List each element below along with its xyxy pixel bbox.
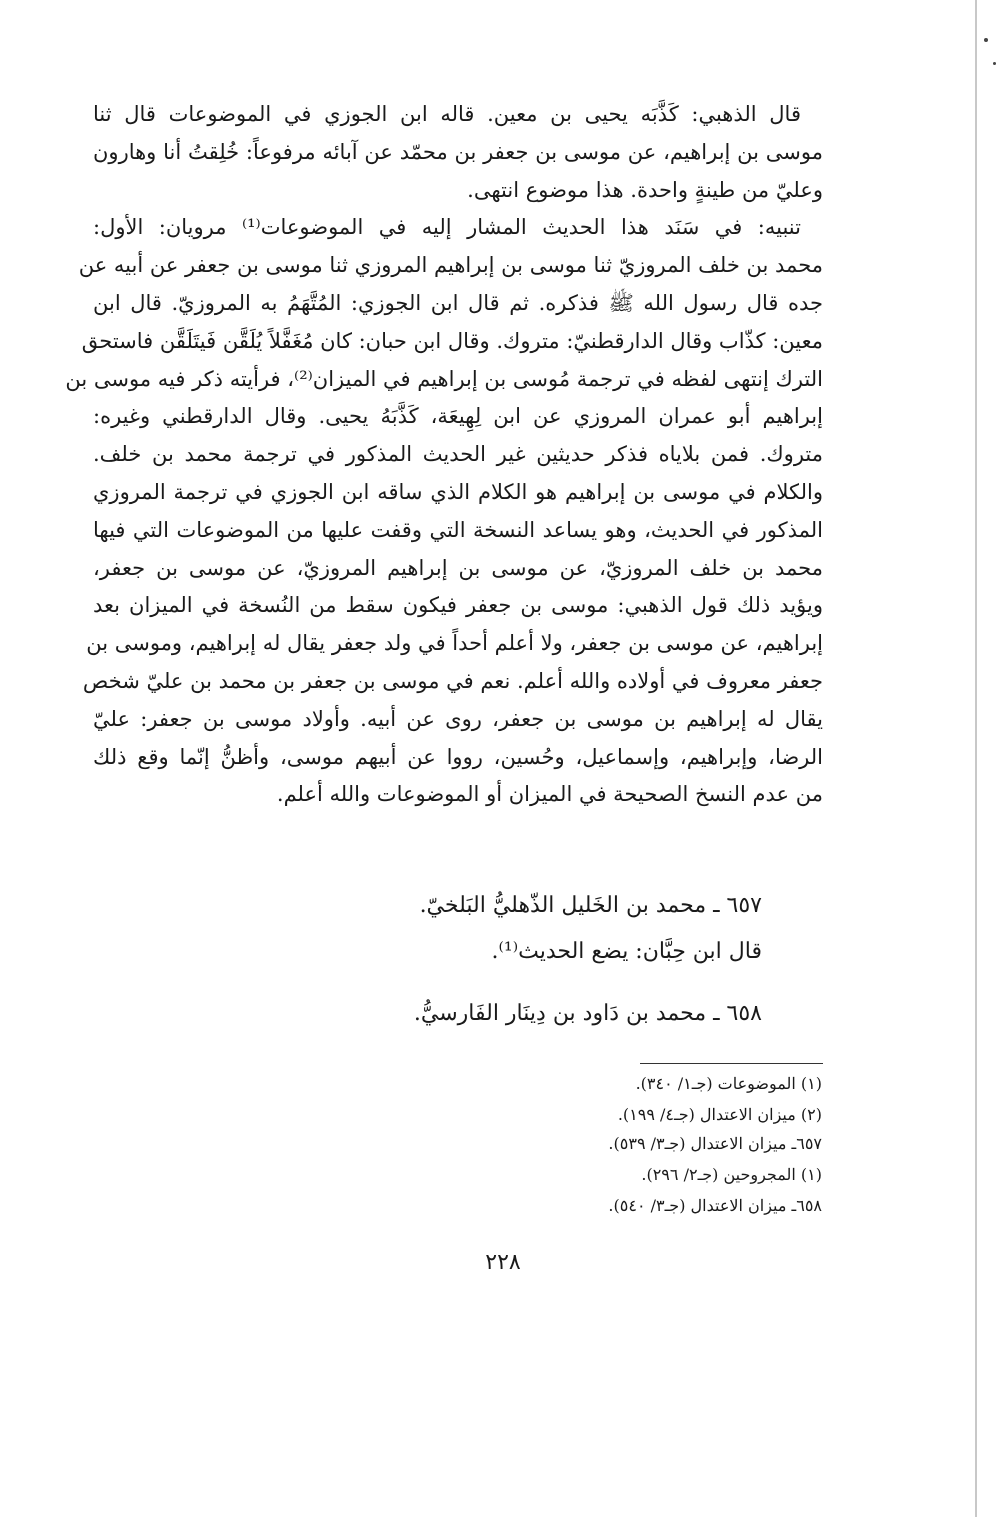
text-line: الرضا، وإبراهيم، وإسماعيل، وحُسين، رووا عن أبيهم موسى، وأظنُّ إنّما وقع ذلك (93, 744, 823, 769)
footnote-separator (640, 1063, 823, 1064)
text-line: وعليّ من طينةٍ واحدة. هذا موضوع انتهى. (467, 177, 823, 202)
entry-657-heading: ٦٥٧ ـ محمد بن الخَليل الذّهليُّ البَلخيّ. (419, 893, 762, 918)
scan-speck (984, 38, 988, 42)
main-text (65, 96, 823, 814)
scan-speck (993, 62, 996, 65)
text-line: إبراهيم، عن موسى بن جعفر، ولا أعلم أحداً في ولد جعفر يقال له إبراهيم، وموسى بن (86, 631, 823, 656)
entry-658-heading: ٦٥٨ ـ محمد بن دَاود بن دِينَار الفَارسيُّ. (413, 1001, 762, 1026)
footnote: (١) الموضوعات (جـ١/ ٣٤٠). (635, 1074, 822, 1093)
text-line: من عدم النسخ الصحيحة في الميزان أو الموضوعات والله أعلم. (276, 782, 823, 807)
text-line: والكلام في موسى بن إبراهيم هو الكلام الذي ساقه ابن الجوزي في ترجمة المروزي (93, 479, 823, 504)
text-line: إبراهيم أبو عمران المروزي عن ابن لِهِيعَة، كَذَّبَهُ يحيى. وقال الدارقطني وغيره: (93, 404, 823, 429)
entry-657-text: قال ابن حِبَّان: يضع الحديث⁽¹⁾. (491, 939, 762, 964)
footnote: (٢) ميزان الاعتدال (جـ٤/ ١٩٩). (617, 1105, 822, 1124)
text-line: المذكور في الحديث، وهو يساعد النسخة التي وقفت عليها من الموضوعات التي فيها (93, 517, 823, 542)
footnote: (١) المجروحين (جـ٢/ ٢٩٦). (641, 1165, 822, 1184)
text-line: محمد بن خلف المروزيّ، عن موسى بن إبراهيم المروزيّ، عن موسى بن جعفر، (93, 555, 823, 580)
text-line: جعفر معروف في أولاده والله أعلم. نعم في موسى بن جعفر بن محمد بن عليّ شخص (82, 668, 823, 693)
text-line: معين: كذّاب وقال الدارقطنيّ: متروك. وقال ابن حبان: كان مُغَفَّلاً يُلَقَّن فَيتَلَقَّن فاستحق (81, 328, 823, 353)
text-line: جده قال رسول الله ﷺ فذكره. ثم قال ابن الجوزي: المُتَّهَمُ به المروزيّ. قال ابن (93, 290, 823, 315)
footnote: ٦٥٧ـ ميزان الاعتدال (جـ٣/ ٥٣٩). (608, 1134, 822, 1153)
text-line: قال الذهبي: كَذَّبَه يحيى بن معين. قاله ابن الجوزي في الموضوعات قال ثنا (93, 102, 801, 126)
text-line: ويؤيد ذلك قول الذهبي: موسى بن جعفر فيكون سقط من النُسخة في الميزان بعد (93, 593, 823, 618)
footnote: ٦٥٨ـ ميزان الاعتدال (جـ٣/ ٥٤٠). (608, 1196, 822, 1215)
text-line: تنبيه: في سَنَد هذا الحديث المشار إليه في الموضوعات⁽¹⁾ مرويان: الأول: (93, 215, 801, 240)
page-number: ٢٢٨ (485, 1250, 521, 1275)
text-line: الترك إنتهى لفظه في ترجمة مُوسى بن إبراهيم في الميزان⁽²⁾، فرأيته ذكر فيه موسى بن (65, 366, 823, 391)
page-edge (975, 0, 977, 1517)
text-line: متروك. فمن بلاياه فذكر حديثين غير الحديث المذكور في ترجمة محمد بن خلف. (93, 442, 823, 467)
text-line: محمد بن خلف المروزيّ ثنا موسى بن إبراهيم المروزي ثنا موسى بن جعفر عن أبيه عن (78, 253, 823, 278)
text-line: موسى بن إبراهيم، عن موسى بن جعفر بن محمّد عن آبائه مرفوعاً: خُلِقتُ أنا وهارون (93, 139, 823, 164)
text-line: يقال له إبراهيم بن موسى بن جعفر، روى عن أبيه. وأولاد موسى بن جعفر: عليّ (93, 706, 823, 731)
